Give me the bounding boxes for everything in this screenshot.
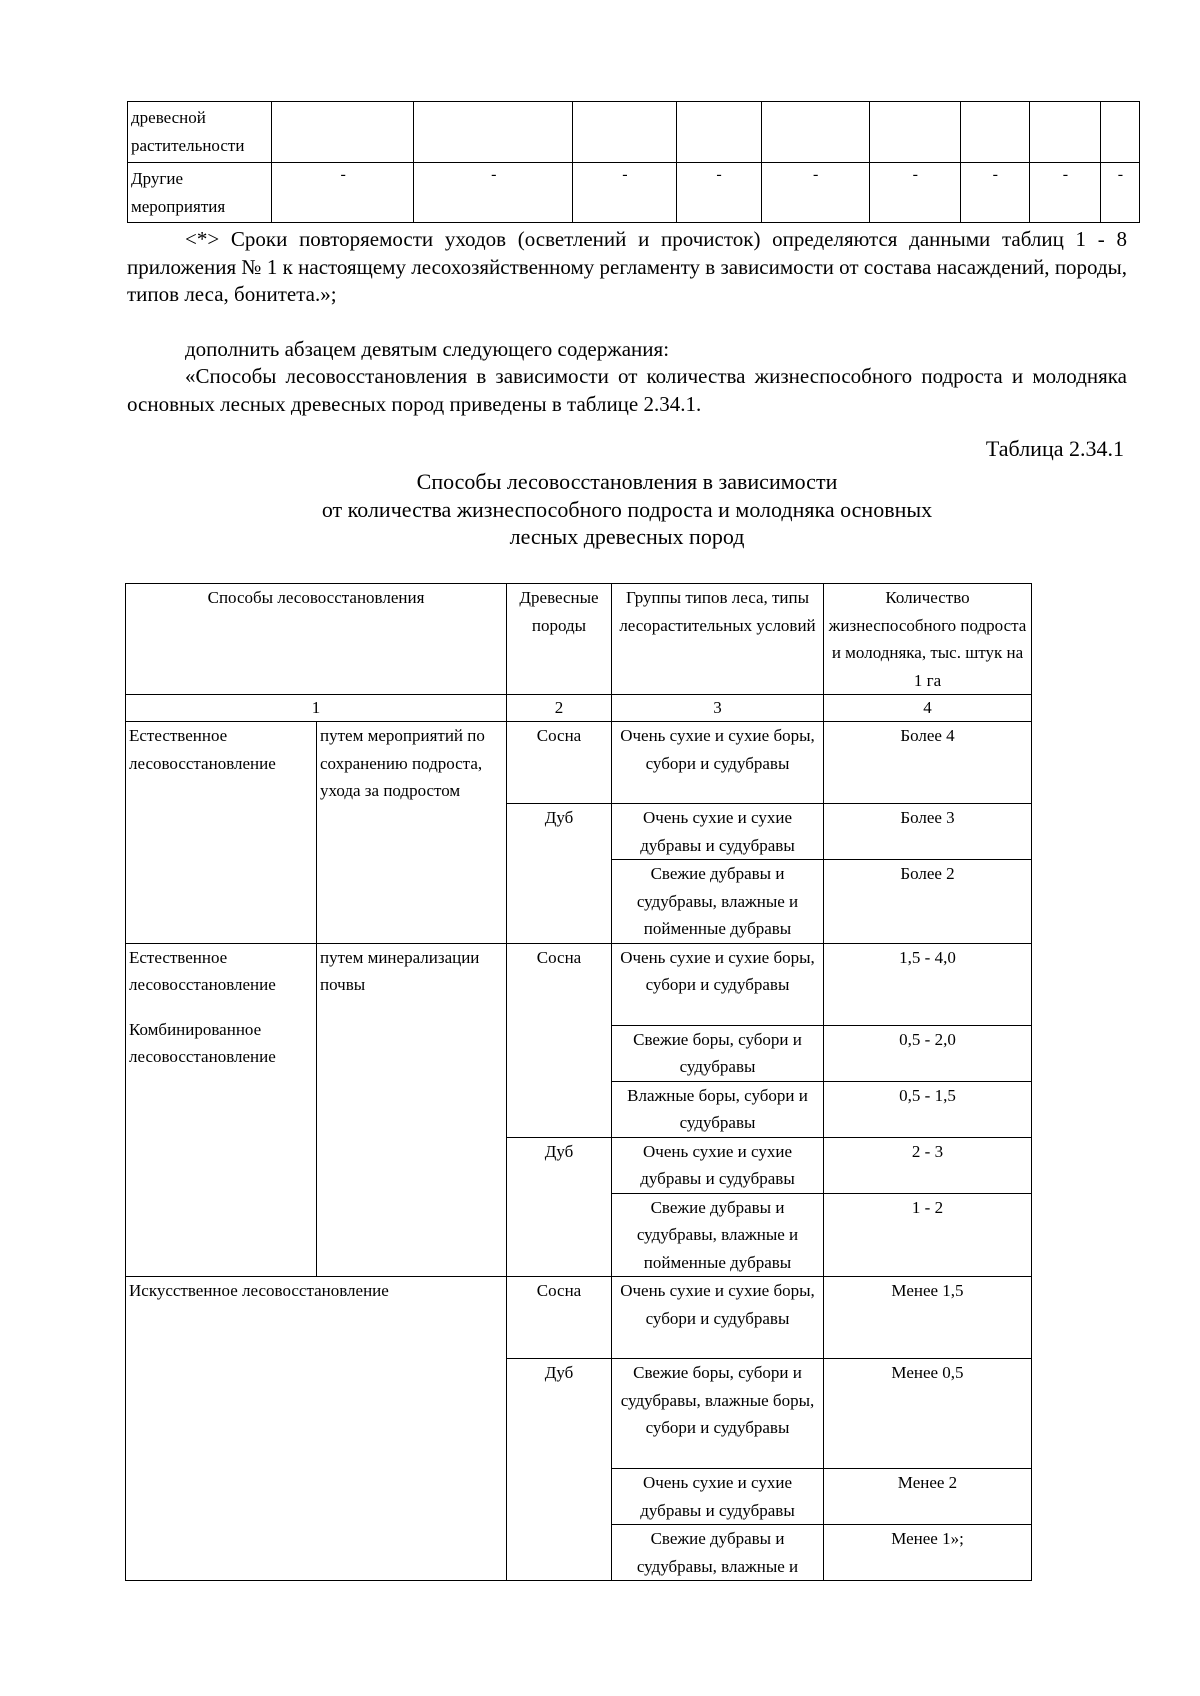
table-row bbox=[126, 1277, 1032, 1359]
column-number: 2 bbox=[507, 695, 612, 722]
dash-cell: - bbox=[414, 163, 573, 223]
species-cell: Дуб bbox=[507, 1137, 612, 1277]
header-methods: Способы лесовосстановления bbox=[126, 584, 507, 695]
dash-cell: - bbox=[761, 163, 869, 223]
header-quantity: Количество жизнеспособного подроста и молодняка, тыс. штук на 1 га bbox=[824, 584, 1032, 695]
column-numbers-row bbox=[126, 695, 1032, 722]
forest-type-cell: Свежие боры, субори и судубравы, влажные боры, субори и судубравы bbox=[612, 1359, 824, 1469]
quantity-cell: Менее 2 bbox=[824, 1469, 1032, 1525]
row-label: Другие мероприятия bbox=[128, 163, 272, 223]
forest-type-cell: Очень сухие и сухие дубравы и судубравы bbox=[612, 1137, 824, 1193]
dash-cell: - bbox=[676, 163, 761, 223]
table-title: Способы лесовосстановления в зависимости от количества жизнеспособного подроста и молодняка основных лесных древесных пород bbox=[321, 469, 933, 549]
column-number: 1 bbox=[126, 695, 507, 722]
means-cell: путем минерализации почвы bbox=[317, 943, 507, 1277]
quantity-cell: Более 3 bbox=[824, 804, 1032, 860]
dash-cell: - bbox=[869, 163, 960, 223]
forest-type-cell: Свежие дубравы и судубравы, влажные и пойменные дубравы bbox=[612, 860, 824, 944]
table-row bbox=[126, 722, 1032, 804]
forest-type-cell: Влажные боры, субори и судубравы bbox=[612, 1081, 824, 1137]
amendment-paragraph: дополнить абзацем девятым следующего содержания: bbox=[185, 337, 670, 361]
forest-type-cell: Очень сухие и сухие боры, субори и судубравы bbox=[612, 722, 824, 804]
method-cell: Естественное лесовосстановление Комбинированное лесовосстановление bbox=[126, 943, 317, 1277]
method-cell: Естественное лесовосстановление bbox=[126, 722, 317, 944]
header-forest-types: Группы типов леса, типы лесорастительных условий bbox=[612, 584, 824, 695]
header-row bbox=[126, 584, 1032, 695]
quantity-cell: 0,5 - 1,5 bbox=[824, 1081, 1032, 1137]
quantity-cell: 2 - 3 bbox=[824, 1137, 1032, 1193]
dash-cell: - bbox=[573, 163, 676, 223]
quantity-cell: Менее 1,5 bbox=[824, 1277, 1032, 1359]
quantity-cell: Более 2 bbox=[824, 860, 1032, 944]
row-label: древесной растительности bbox=[128, 102, 272, 163]
reforestation-table bbox=[125, 583, 1032, 1581]
species-cell: Сосна bbox=[507, 722, 612, 804]
method-cell: Искусственное лесовосстановление bbox=[126, 1277, 507, 1581]
forest-type-cell: Очень сухие и сухие боры, субори и судубравы bbox=[612, 1277, 824, 1359]
species-cell: Сосна bbox=[507, 1277, 612, 1359]
species-cell: Дуб bbox=[507, 1359, 612, 1581]
table-number: Таблица 2.34.1 bbox=[985, 436, 1124, 461]
footnote-paragraph: <*> Сроки повторяемости уходов (осветлений и прочисток) определяются данными таблиц 1 - 8 приложения № 1 к настоящему лесохозяйственному регламенту в зависимости от состава насаждений, породы, типов леса, бонитета.»; bbox=[127, 227, 1127, 306]
column-number: 4 bbox=[824, 695, 1032, 722]
table-row bbox=[128, 163, 1140, 223]
means-cell: путем мероприятий по сохранению подроста, ухода за подростом bbox=[317, 722, 507, 944]
quantity-cell: 1,5 - 4,0 bbox=[824, 943, 1032, 1025]
dash-cell: - bbox=[960, 163, 1029, 223]
dash-cell: - bbox=[1029, 163, 1100, 223]
continued-table bbox=[127, 101, 1140, 223]
quote-paragraph: «Способы лесовосстановления в зависимости от количества жизнеспособного подроста и молодняка основных лесных древесных пород приведены в таблице 2.34.1. bbox=[127, 364, 1127, 416]
quantity-cell: Менее 1»; bbox=[824, 1525, 1032, 1581]
forest-type-cell: Очень сухие и сухие боры, субори и судубравы bbox=[612, 943, 824, 1025]
column-number: 3 bbox=[612, 695, 824, 722]
forest-type-cell: Очень сухие и сухие дубравы и судубравы bbox=[612, 1469, 824, 1525]
quantity-cell: Более 4 bbox=[824, 722, 1032, 804]
forest-type-cell: Свежие боры, субори и судубравы bbox=[612, 1025, 824, 1081]
table-row bbox=[126, 943, 1032, 1025]
table-row bbox=[128, 102, 1140, 163]
header-species: Древесные породы bbox=[507, 584, 612, 695]
quantity-cell: Менее 0,5 bbox=[824, 1359, 1032, 1469]
forest-type-cell: Свежие дубравы и судубравы, влажные и пойменные дубравы bbox=[612, 1193, 824, 1277]
dash-cell: - bbox=[272, 163, 414, 223]
quantity-cell: 0,5 - 2,0 bbox=[824, 1025, 1032, 1081]
species-cell: Сосна bbox=[507, 943, 612, 1137]
forest-type-cell: Свежие дубравы и судубравы, влажные и bbox=[612, 1525, 824, 1581]
quantity-cell: 1 - 2 bbox=[824, 1193, 1032, 1277]
species-cell: Дуб bbox=[507, 804, 612, 944]
forest-type-cell: Очень сухие и сухие дубравы и судубравы bbox=[612, 804, 824, 860]
dash-cell: - bbox=[1100, 163, 1139, 223]
